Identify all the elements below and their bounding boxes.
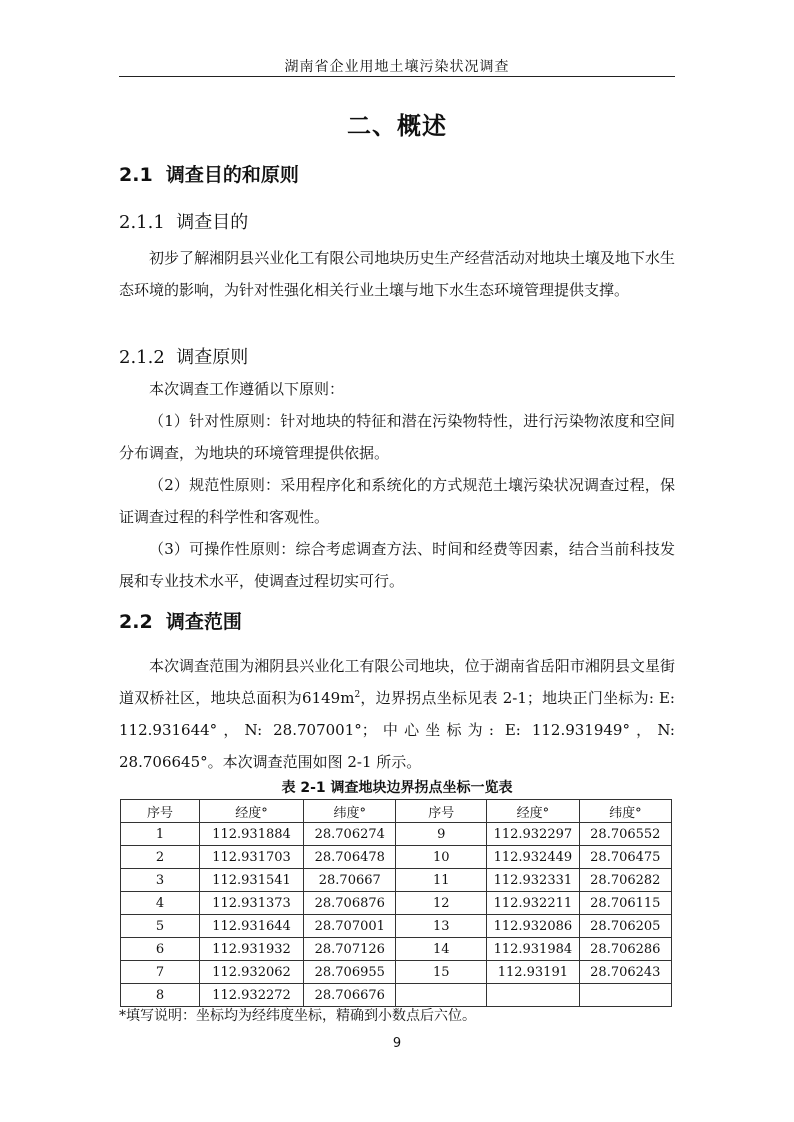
- table-cell: 28.706205: [579, 915, 671, 938]
- table-cell: 8: [121, 984, 200, 1007]
- table-cell: 28.706676: [304, 984, 396, 1007]
- table-cell: 28.70667: [304, 869, 396, 892]
- heading-number: 2.1.2: [119, 347, 165, 368]
- paragraph-purpose: 初步了解湘阴县兴业化工有限公司地块历史生产经营活动对地块土壤及地下水生态环境的影响，为针对性强化相关行业土壤与地下水生态环境管理提供支撑。: [119, 249, 675, 299]
- table-cell: 112.93191: [487, 961, 580, 984]
- table-cell: 28.706876: [304, 892, 396, 915]
- heading-2-1: [119, 160, 299, 187]
- heading-text: 调查范围: [165, 611, 242, 633]
- heading-number: 2.1.1: [119, 212, 165, 233]
- table-cell: 112.931373: [199, 892, 303, 915]
- table-header-row: [121, 800, 672, 823]
- table-cell: 112.932272: [199, 984, 303, 1007]
- heading-number: 2.1: [119, 164, 153, 186]
- boundary-coordinates-table: [120, 799, 672, 1007]
- table-cell: 112.932086: [487, 915, 580, 938]
- scope-text-a: 本次调查范围为湘阴县兴业化工有限公司地块，位于湖南省岳阳市湘阴县文星街道双桥社区，地块总面积为6149m: [119, 657, 675, 707]
- paragraph-scope: [119, 650, 675, 778]
- col-header: 经度°: [487, 800, 580, 823]
- area-unit-superscript: 2: [354, 690, 361, 700]
- heading-number: 2.2: [119, 611, 153, 633]
- table-cell: 28.706478: [304, 846, 396, 869]
- heading-2-1-1: [119, 208, 248, 234]
- heading-2-2: [119, 607, 242, 634]
- col-header: 纬度°: [304, 800, 396, 823]
- col-header: 纬度°: [579, 800, 671, 823]
- table-cell: 112.931932: [199, 938, 303, 961]
- table-cell: 112.931984: [487, 938, 580, 961]
- table-cell: 28.706475: [579, 846, 671, 869]
- table-cell: 28.706282: [579, 869, 671, 892]
- table-row: [121, 892, 672, 915]
- table-cell: [396, 984, 487, 1007]
- page-number: 9: [392, 1036, 402, 1051]
- table-row: [121, 846, 672, 869]
- table-cell: 112.932297: [487, 823, 580, 846]
- col-header: 经度°: [199, 800, 303, 823]
- table-cell: 112.931884: [199, 823, 303, 846]
- table-cell: 112.931541: [199, 869, 303, 892]
- running-header: 湖南省企业用地土壤污染状况调查: [284, 59, 510, 75]
- table-cell: 1: [121, 823, 200, 846]
- table-cell: 15: [396, 961, 487, 984]
- table-row: [121, 823, 672, 846]
- table-cell: 13: [396, 915, 487, 938]
- table-cell: 28.706552: [579, 823, 671, 846]
- table-row: [121, 984, 672, 1007]
- table-cell: 28.706286: [579, 938, 671, 961]
- table-cell: 28.706115: [579, 892, 671, 915]
- table-cell: 6: [121, 938, 200, 961]
- table-cell: 28.707126: [304, 938, 396, 961]
- table-cell: 3: [121, 869, 200, 892]
- table-cell: 11: [396, 869, 487, 892]
- col-header: 序号: [121, 800, 200, 823]
- table-cell: [487, 984, 580, 1007]
- table-row: [121, 869, 672, 892]
- paragraph-principle-3: （3）可操作性原则：综合考虑调查方法、时间和经费等因素，结合当前科技发展和专业技术水平，使调查过程切实可行。: [119, 540, 675, 590]
- col-header: 序号: [396, 800, 487, 823]
- table-cell: 4: [121, 892, 200, 915]
- table-cell: 2: [121, 846, 200, 869]
- paragraph-principle-2: （2）规范性原则：采用程序化和系统化的方式规范土壤污染状况调查过程，保证调查过程的科学性和客观性。: [119, 476, 675, 526]
- table-cell: 28.707001: [304, 915, 396, 938]
- header-rule: [119, 76, 675, 77]
- table-row: [121, 961, 672, 984]
- table-cell: 112.931703: [199, 846, 303, 869]
- table-cell: 9: [396, 823, 487, 846]
- table-cell: 14: [396, 938, 487, 961]
- table-cell: 28.706274: [304, 823, 396, 846]
- table-cell: 112.932331: [487, 869, 580, 892]
- paragraph-principles-intro: 本次调查工作遵循以下原则：: [149, 380, 345, 398]
- table-cell: 112.932211: [487, 892, 580, 915]
- paragraph-principle-1: （1）针对性原则：针对地块的特征和潜在污染物特性，进行污染物浓度和空间分布调查，为地块的环境管理提供依据。: [119, 412, 675, 462]
- scope-text-b: ，边界拐点坐标见表 2-1；地块正门坐标为: E: 112.931644°，N: 28.707001°；中心坐标为: E: 112.931949°，N: 28.706645°。本次调查范围如图 2-1 所示。: [119, 689, 675, 771]
- chapter-title: 二、概述: [347, 112, 447, 140]
- heading-text: 调查目的: [176, 212, 249, 233]
- table-note: *填写说明：坐标均为经纬度坐标，精确到小数点后六位。: [119, 1008, 476, 1024]
- table-cell: 112.931644: [199, 915, 303, 938]
- table-row: [121, 938, 672, 961]
- table-cell: 7: [121, 961, 200, 984]
- table-cell: 12: [396, 892, 487, 915]
- heading-text: 调查原则: [176, 347, 249, 368]
- table-caption: 表 2-1 调查地块边界拐点坐标一览表: [281, 780, 513, 796]
- table-cell: [579, 984, 671, 1007]
- table-cell: 112.932062: [199, 961, 303, 984]
- table-cell: 5: [121, 915, 200, 938]
- heading-2-1-2: [119, 343, 248, 369]
- table-cell: 112.932449: [487, 846, 580, 869]
- heading-text: 调查目的和原则: [165, 164, 299, 186]
- table-cell: 28.706955: [304, 961, 396, 984]
- table-cell: 28.706243: [579, 961, 671, 984]
- table-cell: 10: [396, 846, 487, 869]
- table-row: [121, 915, 672, 938]
